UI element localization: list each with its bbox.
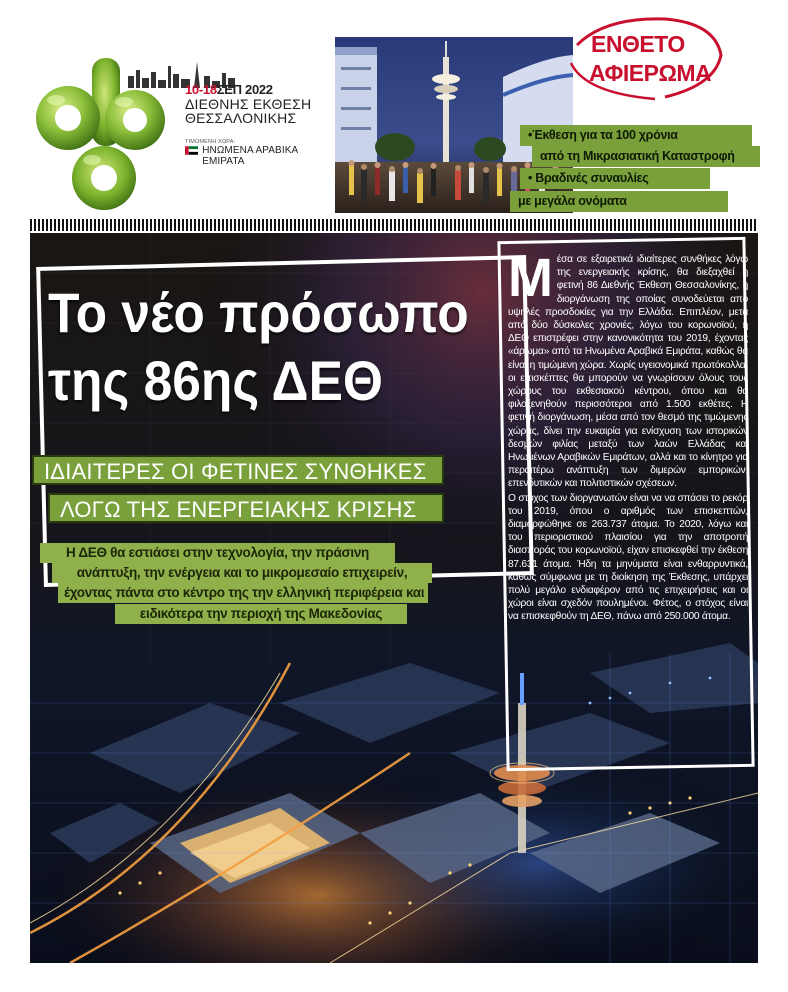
teaser-line2: από τη Μικρασιατική Καταστροφή xyxy=(532,146,760,167)
lede-line1: Η ΔΕΘ θα εστιάσει στην τεχνολογία, την πράσινη xyxy=(40,543,395,563)
article-dropcap: Μ xyxy=(508,248,553,308)
feature-section xyxy=(30,233,758,963)
insert-label-line1: ΕΝΘΕΤΟ xyxy=(591,31,685,57)
teaser-line1: •Έκθεση για τα 100 χρόνια xyxy=(520,125,752,146)
article-paragraph-1 xyxy=(508,248,748,491)
teaser-line3: • Βραδινές συναυλίες xyxy=(520,168,710,189)
headline-line2: της 86ης ΔΕΘ xyxy=(48,349,384,412)
event-name-line1: ΔΙΕΘΝΗΣ ΕΚΘΕΣΗ xyxy=(185,96,312,112)
article-body xyxy=(508,248,748,625)
headline-line1: Το νέο πρόσωπο xyxy=(48,281,469,344)
page-header xyxy=(0,0,788,215)
guest-country-label: ΤΙΜΩΜΕΝΗ ΧΩΡΑ: xyxy=(185,139,236,145)
event-dates-month-year: ΣΕΠ 2022 xyxy=(216,82,273,97)
lede-line2: ανάπτυξη, την ενέργεια και το μικρομεσαίο επιχειρείν, xyxy=(52,563,432,583)
event-dates-days: 10-18 xyxy=(185,82,217,97)
event-name-line2: ΘΕΣΣΑΛΟΝΙΚΗΣ xyxy=(185,110,297,126)
lede-line3: έχοντας πάντα στο κέντρο της την ελληνική περιφέρεια και xyxy=(58,583,428,603)
article-paragraph-2: Ο στόχος των διοργανωτών είναι να να σπάσει το ρεκόρ του 2019, όπου ο αριθμός των επισκεπτών, διαμορφώθηκε σε 263.737 άτομα. Το 2020, λόγω και του περιοριστικού πλαισίου για την αποτροπή διασποράς του κορωνοϊού, είχαν επισκεφθεί την έκθεση 87.631 άτομα. Ήδη τα μηνύματα είναι ενθαρρυντικά, καθώς σύμφωνα με τη διοίκηση της Έκθεσης, υπάρχει πολύ μεγάλο ενδιαφέρον από τις επιχειρήσεις και οι χώροι είναι σχεδόν πουλημένοι. Φέτος, ο στόχος είναι να επισκεφθούν τη ΔΕΘ, πάνω από 250.000 άτομα. xyxy=(508,492,748,623)
event-info xyxy=(185,74,335,167)
guest-country-name: ΗΝΩΜΕΝΑ ΑΡΑΒΙΚΑ ΕΜΙΡΑΤΑ xyxy=(202,145,298,167)
uae-flag-icon xyxy=(185,146,198,155)
event-dates xyxy=(185,82,335,97)
lede-line4: ειδικότερα την περιοχή της Μακεδονίας xyxy=(115,604,407,624)
insert-label-line2: ΑΦΙΕΡΩΜΑ xyxy=(589,60,712,86)
teaser-line4: με μεγάλα ονόματα xyxy=(510,191,728,212)
dotted-divider xyxy=(30,219,758,231)
article-paragraph-1-text: έσα σε εξαιρετικά ιδιαίτερες συνθήκες λόγω της ενεργειακής κρίσης, θα διεξαχθεί η φετινή 86 Διεθνής Έκθεση Θεσσαλονίκης, η διοργάνωση της οποίας συνοδεύεται από υψηλές προσδοκίες για την Ελλάδα. Επιπλέον, μετά από δύο δύσκολες χρονιές, λόγω του κορωνοϊού, η ΔΕΘ επιστρέφει στην κανονικότητα του 2019, έχοντας «άρωμα» από τα Ηνωμένα Αραβικά Εμιράτα, καθώς θα είναι η τιμώμενη χώρα. Χωρίς υγειονομικά πρωτόκολλα, οι επισκέπτες θα μπορούν να γνωρίσουν όλους τους χώρους του εκθεσιακού κέντρου, όπου και θα φιλοξενηθούν περισσότεροι από 1.500 εκθέτες. Η φετινή διοργάνωση, μέσα από τον θεσμό της τιμώμενης χώρας, δίνει την ευκαιρία για ενίσχυση των ιστορικών δεσμών φιλίας μεταξύ των λαών Ελλάδας και Ηνωμένων Αραβικών Εμιράτων, αλλά και το κίνητρο για περαιτέρω ανάπτυξη των διμερών εμπορικών, επενδυτικών και πολιτιστικών σχέσεων. xyxy=(508,254,748,490)
subhead-line1: ΙΔΙΑΙΤΕΡΕΣ ΟΙ ΦΕΤΙΝΕΣ ΣΥΝΘΗΚΕΣ xyxy=(32,455,444,485)
main-headline xyxy=(48,279,469,415)
subhead-line2: ΛΟΓΩ ΤΗΣ ΕΝΕΡΓΕΙΑΚΗΣ ΚΡΙΣΗΣ xyxy=(48,493,444,523)
guest-country-row xyxy=(185,145,335,167)
